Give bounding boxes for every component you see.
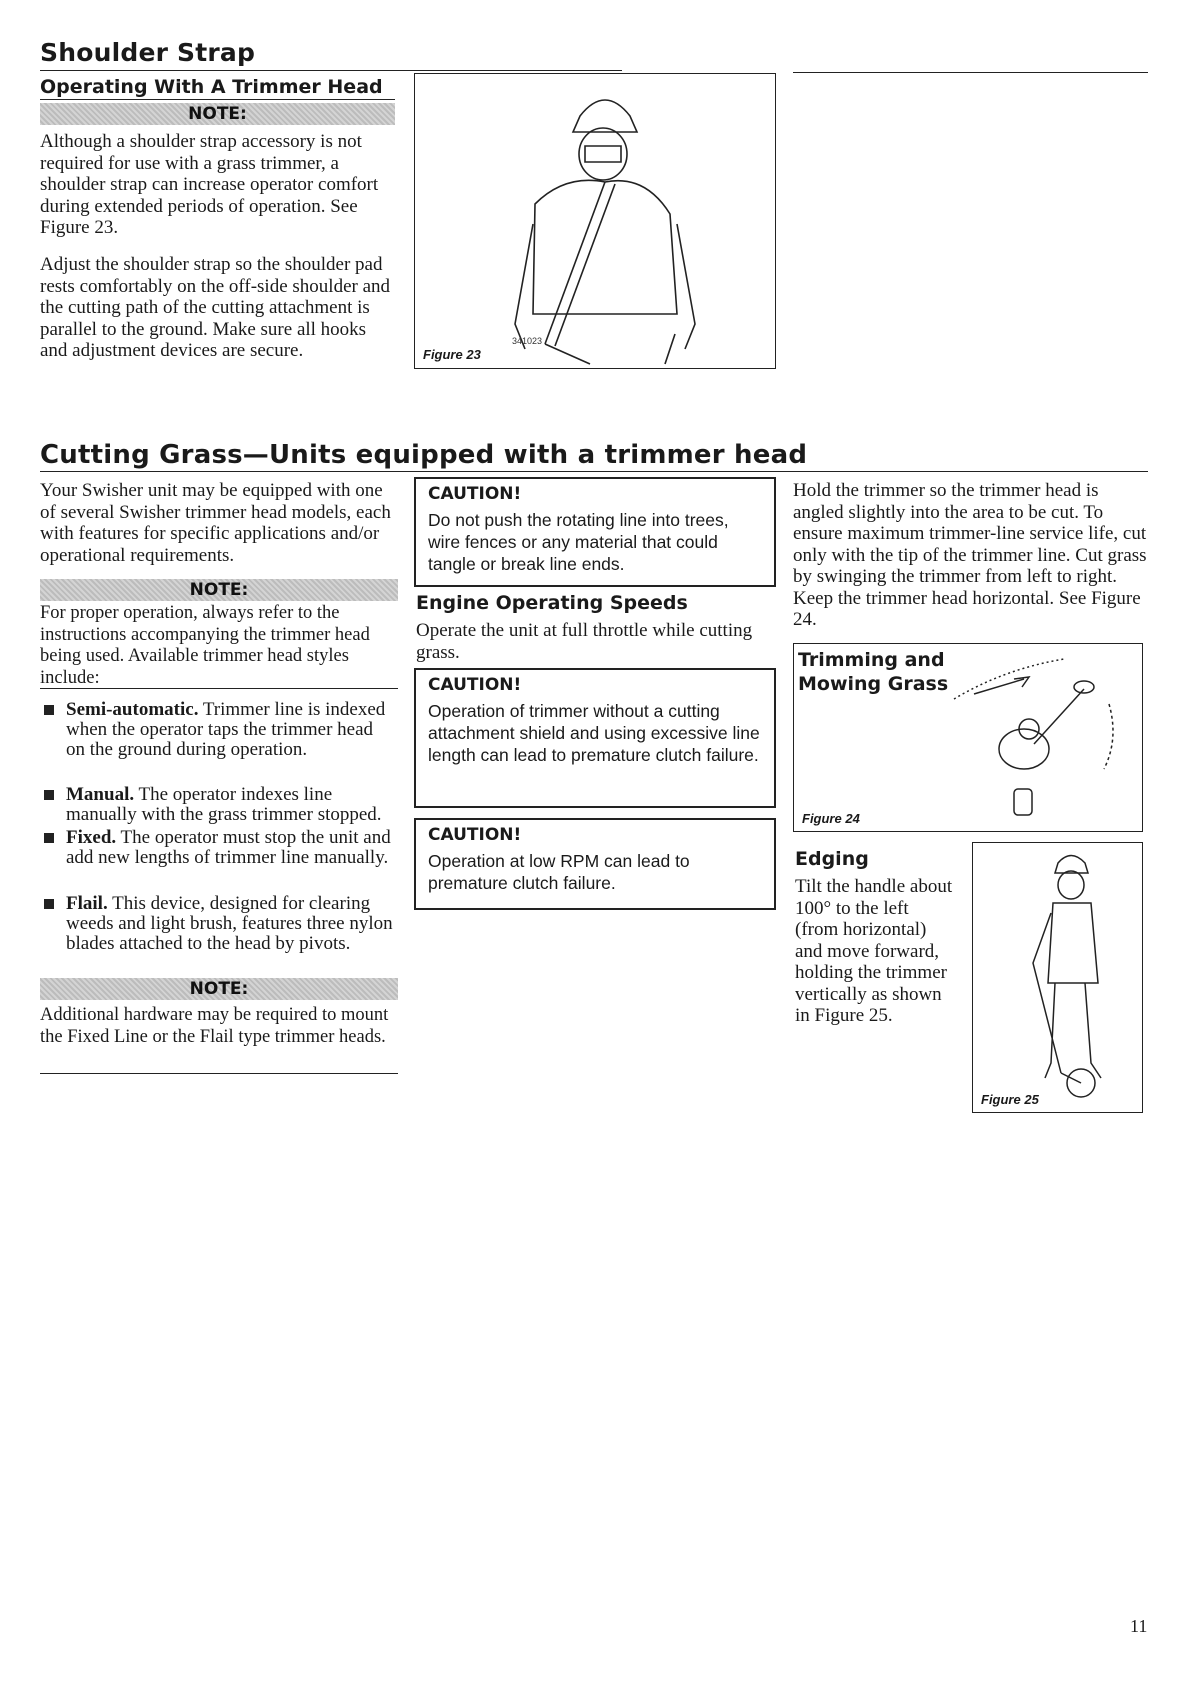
note-banner-2: NOTE: bbox=[40, 978, 398, 1000]
figure-24-label: Figure 24 bbox=[802, 811, 860, 826]
figure-23-illustration bbox=[415, 74, 774, 367]
note-text: Although a shoulder strap accessory is not required for use with a grass trimmer, a shoulder strap can increase operator comfort during extended periods of operation. See Figure 23. bbox=[40, 131, 379, 238]
section-rule bbox=[40, 471, 1148, 472]
title-rule bbox=[40, 70, 622, 71]
figure-24-illustration bbox=[944, 649, 1139, 829]
note-banner-1: NOTE: bbox=[40, 579, 398, 601]
figure-25-illustration bbox=[973, 843, 1141, 1111]
list-item-fixed: Fixed. The operator must stop the unit and add new lengths of trimmer line manually. bbox=[66, 828, 396, 868]
section-title-cutting-grass: Cutting Grass—Units equipped with a trimmer head bbox=[40, 440, 808, 470]
note-2-text: Additional hardware may be required to mount the Fixed Line or the Flail type trimmer heads. bbox=[40, 1005, 389, 1047]
figure-25-label: Figure 25 bbox=[981, 1092, 1039, 1107]
bullet-square-icon bbox=[44, 899, 54, 909]
paragraph: Adjust the shoulder strap so the shoulder pad rests comfortably on the off-side shoulder and the cutting path of the cutting attachment is parallel to the ground. Make sure all hooks and adjustment devices are secure. bbox=[40, 254, 391, 361]
caution-title: CAUTION! bbox=[428, 484, 522, 504]
engine-speeds-title: Engine Operating Speeds bbox=[416, 592, 688, 614]
bullet-square-icon bbox=[44, 705, 54, 715]
edging-text: Tilt the handle about 100° to the left (from horizontal) and move forward, holding the trimmer vertically as shown in Figure 25. bbox=[795, 876, 953, 1026]
note-2-rule bbox=[40, 1073, 398, 1074]
caution-text: Do not push the rotating line into trees, wire fences or any material that could tangle or break line ends. bbox=[428, 510, 729, 574]
caution-text: Operation of trimmer without a cutting attachment shield and using excessive line length can lead to premature clutch failure. bbox=[428, 701, 760, 765]
list-item-manual: Manual. The operator indexes line manually with the grass trimmer stopped. bbox=[66, 785, 401, 825]
right-column-rule bbox=[793, 72, 1148, 73]
section-title-shoulder-strap: Shoulder Strap bbox=[40, 38, 256, 67]
caution-text: Operation at low RPM can lead to premature clutch failure. bbox=[428, 851, 690, 893]
engine-speeds-text: Operate the unit at full throttle while cutting grass. bbox=[416, 620, 753, 663]
caution-title: CAUTION! bbox=[428, 825, 522, 845]
subsection-title-trimmer-head: Operating With A Trimmer Head bbox=[40, 76, 383, 98]
note-banner: NOTE: bbox=[40, 103, 395, 125]
figure-25-box bbox=[972, 842, 1143, 1113]
caution-box-3 bbox=[414, 818, 776, 910]
caution-box-1 bbox=[414, 477, 776, 587]
edging-title: Edging bbox=[795, 848, 869, 870]
figure-23-label: Figure 23 bbox=[423, 347, 481, 362]
note-1-text: For proper operation, always refer to the instructions accompanying the trimmer head being used. Available trimmer head styles include: bbox=[40, 603, 370, 688]
note-1-rule bbox=[40, 688, 398, 689]
page-number: 11 bbox=[1130, 1616, 1148, 1636]
caution-title: CAUTION! bbox=[428, 675, 522, 695]
list-item-semi-automatic: Semi-automatic. Trimmer line is indexed when the operator taps the trimmer head on the ground during operation. bbox=[66, 700, 396, 760]
figure-24-title: Trimming and Mowing Grass bbox=[798, 649, 949, 695]
intro-text: Your Swisher unit may be equipped with one of several Swisher trimmer head models, each with features for specific applications and/or operational requirements. bbox=[40, 480, 391, 566]
figure-23-box bbox=[414, 73, 776, 369]
list-item-flail: Flail. This device, designed for clearing weeds and light brush, features three nylon blades attached to the head by pivots. bbox=[66, 894, 396, 954]
bullet-square-icon bbox=[44, 833, 54, 843]
bullet-square-icon bbox=[44, 790, 54, 800]
caution-box-2 bbox=[414, 668, 776, 808]
figure-24-box bbox=[793, 643, 1143, 832]
figure-23-code: 341023 bbox=[512, 336, 543, 346]
trimming-instructions: Hold the trimmer so the trimmer head is angled slightly into the area to be cut. To ensure maximum trimmer-line service life, cut only with the tip of the trimmer line. Cut grass by swinging the trimmer from left to right. Keep the trimmer head horizontal. See Figure 24. bbox=[793, 480, 1147, 630]
subtitle-rule bbox=[40, 99, 395, 100]
